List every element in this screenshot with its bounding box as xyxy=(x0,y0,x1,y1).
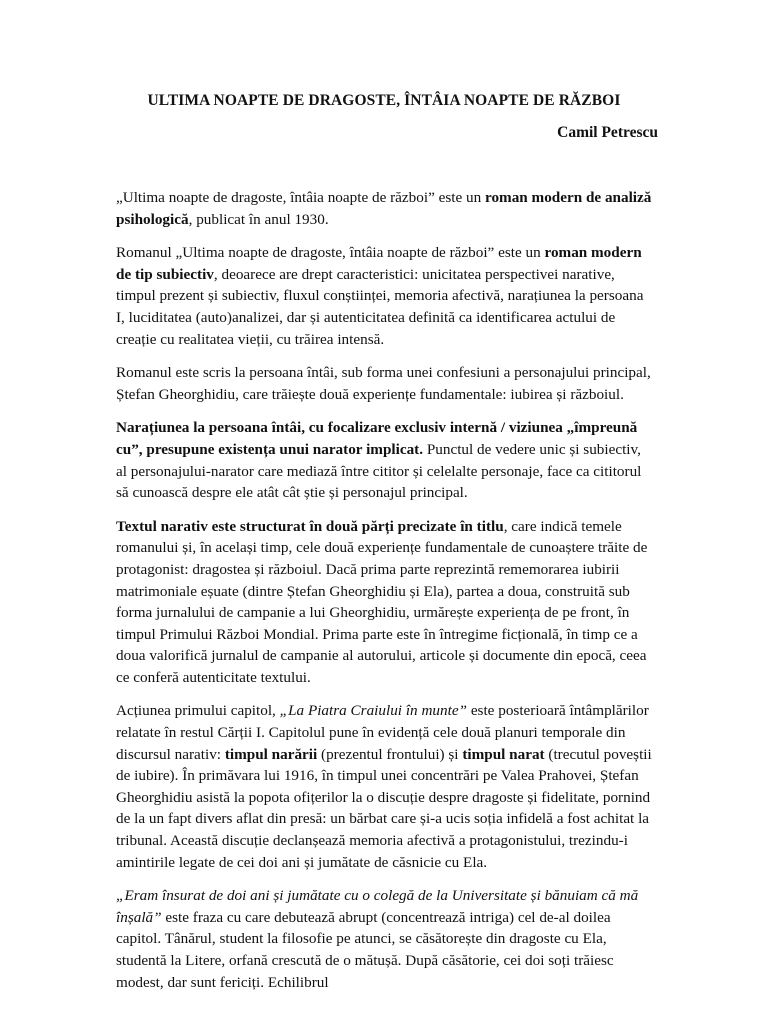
paragraph-6 xyxy=(116,700,655,873)
bold-text: Textul narativ este structurat în două părți precizate în titlu xyxy=(116,517,504,535)
bold-text: roman modern de analiză psihologică xyxy=(116,189,652,228)
text-run: Punctul de vedere unic și subiectiv, al personajului-narator care mediază între cititor și celelalte personaje, face ca cititorul să cunoască despre ele atât cât știe și personajul principal. xyxy=(116,440,642,502)
text-run: Acțiunea primului capitol, xyxy=(116,702,280,720)
bold-text: timpul narării xyxy=(224,745,318,763)
paragraph-4 xyxy=(116,417,655,503)
text-run: (trecutul poveștii de iubire). În primăvara lui 1916, în timpul unei concentrări pe Valea Prahovei, Ștefan Gheorghidiu asistă la popota ofițerilor la o discuție despre dragoste și fidelitate, pornind de la un fapt divers aflat din presă: un bărbat care și-a ucis soția infidelă a fost achitat la tribunal. Această discuție declanșează memoria afectivă a protagonistului, trezindu-i amintirile legate de cei doi ani și jumătate de căsnicie cu Ela. xyxy=(116,745,652,871)
document-title: ULTIMA NOAPTE DE DRAGOSTE, ÎNTÂIA NOAPTE DE RĂZBOI xyxy=(147,92,621,109)
italic-text: „La Piatra Craiului în munte” xyxy=(279,702,468,720)
text-run: (prezentul frontului) și xyxy=(317,745,463,763)
paragraph-5 xyxy=(116,516,655,689)
text-run: este posterioară întâmplărilor relatate în restul Cărții I. Capitolul pune în evidență cele două planuri temporale din discursul narativ: xyxy=(116,702,649,763)
text-run: , care indică temele romanului și, în același timp, cele două experiențe fundamentale de cunoaștere trăite de protagonist: dragostea și războiul. Dacă prima parte reprezintă rememorarea iubirii matrimoniale eșuate (dintre Ștefan Gheorghidiu și Ela), partea a doua, construită sub forma jurnalului de campanie a lui Gheorghidiu, urmărește experiența de pe front, în timpul Primului Război Mondial. Prima parte este în întregime ficțională, în timp ce a doua valorifică jurnalul de campanie al autorului, articole și documente din epocă, ceea ce conferă autenticitate textului. xyxy=(116,517,648,686)
text-run: „Ultima noapte de dragoste, întâia noapte de război” este un xyxy=(116,189,485,206)
paragraph-2 xyxy=(116,242,655,350)
bold-text: timpul narat xyxy=(462,745,545,763)
text-run: este fraza cu care debutează abrupt (concentrează intriga) cel de-al doilea capitol. Tânărul, student la filosofie pe atunci, se căsătorește din dragoste cu Ela, studentă la Litere, orfană crescută de o mătușă. După căsătorie, cei doi soți trăiesc modest, dar sunt fericiți. Echilibrul xyxy=(116,908,614,991)
italic-text: „Eram însurat de doi ani și jumătate cu o colegă de la Universitate și bănuiam că mă înșală” xyxy=(116,887,639,926)
text-run: Romanul este scris la persoana întâi, sub forma unei confesiuni a personajului principal, Ștefan Gheorghidiu, care trăiește două experiențe fundamentale: iubirea și războiul. xyxy=(116,364,651,403)
author-name: Camil Petrescu xyxy=(557,124,658,141)
text-run: , publicat în anul 1930. xyxy=(188,210,329,228)
text-run: Romanul „Ultima noapte de dragoste, întâia noapte de război” este un xyxy=(116,244,545,262)
bold-text: Narațiunea la persoana întâi, cu focalizare exclusiv internă / viziunea „împreună cu”, presupune existența unui narator implicat. xyxy=(116,419,638,458)
paragraph-1 xyxy=(116,187,655,230)
bold-text: roman modern de tip subiectiv xyxy=(116,244,642,283)
paragraph-3 xyxy=(116,362,655,405)
paragraph-7 xyxy=(116,885,655,993)
text-run: , deoarece are drept caracteristici: unicitatea perspectivei narative, timpul prezent și subiectiv, fluxul conștiinței, memoria afectivă, narațiunea la persoana I, luciditatea (auto)analizei, dar și autenticitatea definită ca identificarea actului de creație cu realitatea vieții, cu trăirea intensă. xyxy=(116,265,644,348)
document-body xyxy=(116,187,655,1005)
